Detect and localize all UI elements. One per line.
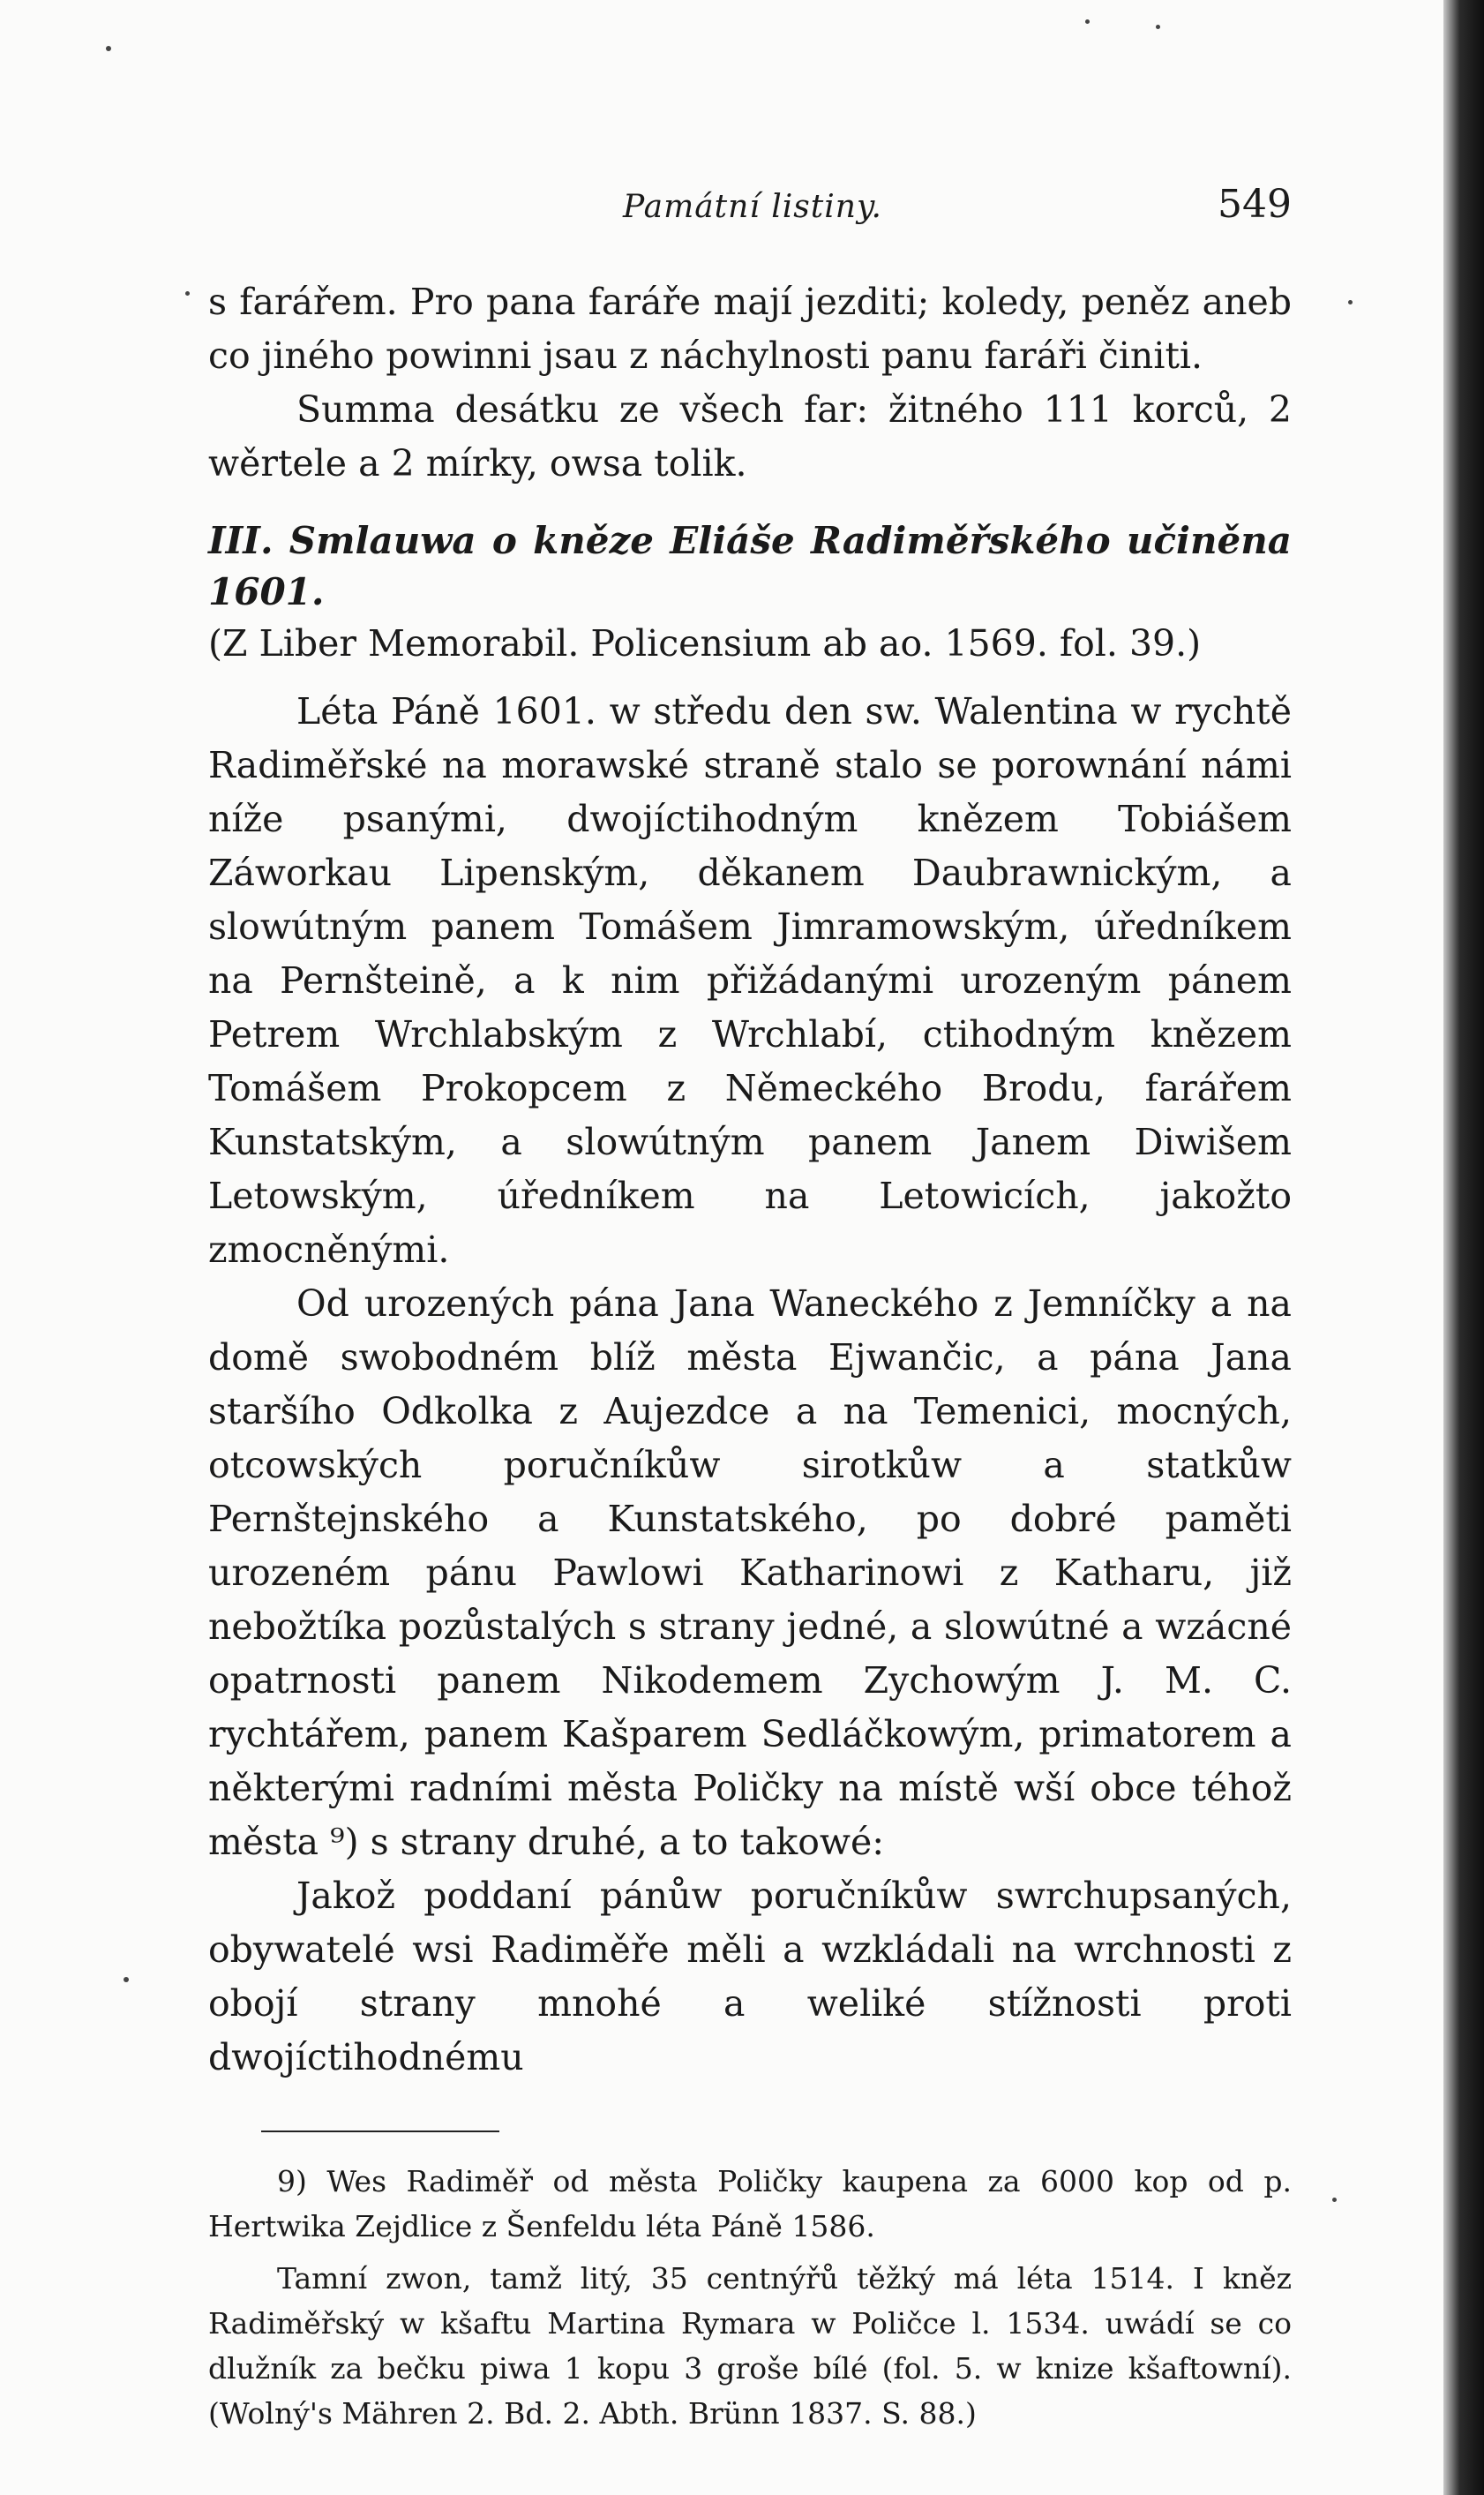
running-title: Památní listiny. (623, 189, 882, 225)
section-source: (Z Liber Memorabil. Policensium ab ao. 1569. fol. 39.) (208, 622, 1202, 665)
paragraph-4: Od urozených pána Jana Waneckého z Jemníčky a na domě swobodném blíž města Ejwančic, a pána Jana staršího Odkolka z Aujezdce a na Temenici, mocných, otcowských poručníkůw sirotkůw a statkůw Pernštejnského a Kunstatského, po dobré paměti urozeném pánu Pawlowi Katharinowi z Katharu, již nebožtíka pozůstalých s strany jedné, a slowútné a wzácné opatrnosti panem Nikodemem Zychowým J. M. C. rychtářem, panem Kašparem Sedláčkowým, primatorem a některými radními města Poličky na místě wší obce téhož města ⁹) s strany druhé, a to takowé: (208, 1282, 1292, 1863)
page-header (208, 182, 1292, 235)
footnote-9: 9) Wes Radiměř od města Poličky kaupena za 6000 kop od p. Hertwika Zejdlice z Šenfeldu léta Páně 1586. (208, 2164, 1292, 2243)
paragraph-2: Summa desátku ze všech far: žitného 111 korců, 2 wěrtele a 2 mírky, owsa tolik. (208, 388, 1292, 485)
section-heading: III. Smlauwa o kněze Eliáše Radiměřského učiněna 1601. (208, 519, 1292, 613)
footnote-continuation: Tamní zwon, tamž litý, 35 centnýřů těžký má léta 1514. I kněz Radiměřský w kšaftu Martina Rymara w Poličce l. 1534. uwádí se co dlužník za bečku piwa 1 kopu 3 groše bílé (fol. 5. w knize kšaftowní). (Wolný's Mähren 2. Bd. 2. Abth. Brünn 1837. S. 88.) (208, 2261, 1292, 2431)
page-number: 549 (1218, 182, 1292, 227)
paragraph-5: Jakož poddaní pánůw poručníkůw swrchupsaných, obywatelé wsi Radiměře měli a wzkládali na wrchnosti z obojí strany mnohé a weliké stížnosti proti dwojíctihodnému (208, 1875, 1292, 2078)
text-block (208, 182, 1292, 2436)
footnotes (208, 2159, 1292, 2436)
footnote-divider (261, 2131, 499, 2132)
paragraph-3: Léta Páně 1601. w středu den sw. Walentina w rychtě Radiměřské na morawské straně stalo se porownání námi níže psanými, dwojíctihodným knězem Tobiášem Záworkau Lipenským, děkanem Daubrawnickým, a slowútným panem Tomášem Jimramowským, úředníkem na Pernšteině, a k nim přižádanými urozeným pánem Petrem Wrchlabským z Wrchlabí, ctihodným knězem Tomášem Prokopcem z Německého Brodu, farářem Kunstatským, a slowútným panem Janem Diwišem Letowským, úředníkem na Letowicích, jakožto zmocněnými. (208, 690, 1292, 1271)
paragraph-1: s farářem. Pro pana faráře mají jezditi; koledy, peněz aneb co jiného powinni jsau z náchylnosti panu faráři činiti. (208, 281, 1292, 377)
page-edge-shadow (1443, 0, 1484, 2495)
